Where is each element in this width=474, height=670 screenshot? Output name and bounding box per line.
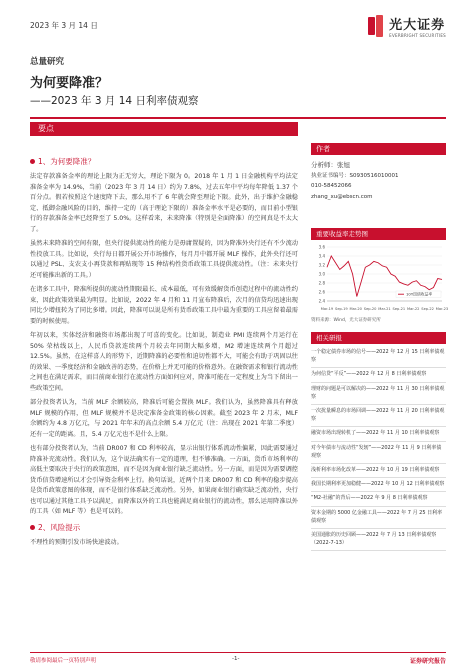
license-number: 执业证书编号：S0930516010001 (311, 172, 399, 179)
footer-divider (30, 652, 446, 653)
related-report-link[interactable]: 理财的问题是可以解决的——2022 年 11 月 30 日利率债观察 (311, 383, 446, 405)
disclaimer-link[interactable]: 敬请参阅最后一页特别声明 (30, 658, 97, 664)
report-title: 为何要降准？ (30, 76, 109, 91)
related-report-link[interactable]: 一个稳定债券市场的信号——2022 年 12 月 15 日利率债观察 (311, 346, 446, 368)
analyst-name: 分析师：张旭 (311, 161, 350, 169)
report-subtitle: ——2023 年 3 月 14 日利率债观察 (30, 95, 199, 107)
x-tick-label: Mar-22 (407, 307, 420, 311)
title-divider (30, 117, 446, 119)
email-link[interactable]: zhang_xu@ebscn.com (311, 193, 373, 200)
related-report-link[interactable]: 融资市场出现转机了——2022 年 11 月 10 日利率债观察 (311, 427, 446, 441)
related-report-link[interactable]: 对今年债市与流动性“发轫”——2022 年 11 月 9 日利率债观察 (311, 442, 446, 464)
paragraph: 虽然未来降准的空间有限，但央行提供流动性的能力是毋庸置疑的，因为降准外央行还有不少流动性投放工具。比如说，央行每日都开展公开市场操作，每月月中都开展 MLF 操作，此外央行还可以通过 PSL、支农支小再贷款和再贴现等 15 种结构性货币政策工具提供流动性。（注：未来央行还可能推出新的工具。） (30, 240, 298, 279)
brand-logo (368, 14, 446, 38)
x-tick-label: Sep-19 (335, 307, 348, 311)
x-tick-label: Mar-19 (320, 307, 334, 311)
related-report-link[interactable]: 浅析利率市场化改革——2022 年 10 月 19 日利率债观察 (311, 464, 446, 478)
paragraph: 法定存款准备金率的理论上限为正无穷大，理论下限为 0。2018 年 1 月 1 日金融机构平均法定准备金率为 14.9%，当前（2023 年 3 月 14 日）约为 7.8%，过去五年中平均每年降低 1.37 个百分点。假若按照这个速度降下去，那么用不了 6 年就会降至理论下限。此外，出于维护金融稳定、抵御金融风险的目的，维持一定的（高于理论下限的）准备金率水平是必要的，而目前小型银行的存款准备金率已经降至了 5.0%。这样看来，未来降准（特别是全面降准）的空间真是不太大了。 (30, 173, 298, 233)
page-number: -1- (232, 656, 240, 662)
x-tick-label: Sep-21 (392, 307, 406, 311)
x-tick-label: Mar-23 (435, 307, 449, 311)
x-tick-label: Sep-20 (363, 307, 377, 311)
phone: 010-58452066 (311, 183, 352, 189)
section-title: 2、风险提示 (30, 522, 298, 533)
y-tick-label: 2.6 (318, 289, 325, 295)
logo-mark-icon (368, 15, 384, 37)
series-line (327, 256, 442, 297)
related-report-link[interactable]: 美国通胀的历史回顾——2022 年 7 月 13 日利率债观察（2022-7-13） (311, 529, 446, 551)
related-report-link[interactable]: 为何信贷“平反”——2022 年 12 月 8 日利率债观察 (311, 368, 446, 382)
chart-source: 资料来源：Wind，光大证券研究所 (311, 318, 381, 323)
bullet-icon (30, 525, 35, 530)
yield-chart (311, 243, 449, 313)
related-report-link[interactable]: “M2-社融”的背后——2022 年 9 月 8 日利率债观察 (311, 492, 446, 506)
author-info (311, 160, 446, 202)
x-tick-label: Mar-21 (378, 307, 391, 311)
y-tick-label: 2.8 (318, 280, 325, 286)
paragraph: 不理性的预期引发市场快速波动。 (30, 538, 123, 546)
logo-name: 光大证券 (389, 18, 446, 33)
x-tick-label: Sep-22 (421, 307, 434, 311)
bullet-icon (30, 159, 35, 164)
key-points-header: 要点 (30, 122, 298, 136)
paragraph: 也有部分投资者认为，当前 DR007 和 CD 利率较高，显示出银行体系流动性偏紧，因此需要通过降准补充流动性。我们认为，这个说法确实有一定的道理，但不够准确。一方面，货币市场利率的高低主要取决于央行的政策意图，而不是因为商业银行缺乏流动性。另一方面，而是因为需要调控货币信贷增速所以才会引导资金利率上行。换句话说，近两个月来 DR007 和 CD 利率的稳步提高是货币政策意图的体现，而不是银行体系缺乏流动性。另外，如果商业银行确实缺乏流动性，央行也可以通过其他工具予以满足，而降准以外的工具也能满足商业银行的流动性，那么运用降准以外的工具（如 MLF 等）也是可以的。 (30, 445, 298, 515)
y-tick-label: 3.6 (318, 244, 325, 250)
related-report-link[interactable]: 一次扰量瞬息的市场回调——2022 年 11 月 20 日利率债观察 (311, 405, 446, 427)
x-tick-label: Mar-20 (349, 307, 362, 311)
paragraph: 在诸多工具中，降准所提供的流动性期限最长、成本最低，可有效缓解货币创造过程中的流动性约束，因此政策效果最为明显。比如说，2022 年 4 月和 11 月宣布降准后，次月的信贷均迅速出现同比少增扭转为了同比多增。因此，降准可以说是所有货币政策工具中最为重要的工具应留着最需要的时候使用。 (30, 286, 298, 325)
chart-header: 重要收益率走势图 (311, 228, 446, 240)
y-tick-label: 3.0 (318, 271, 325, 277)
report-date: 2023 年 3 月 14 日 (30, 21, 98, 30)
paragraph: 部分投资者认为，当前 MLF 余额较高，降准后可能会置换 MLF。我们认为，虽然降准具有释放 MLF 规模的作用，但 MLF 规模并不是决定准备金政策的核心因素。截至 2023 年 2 月末，MLF 余额约为 4.8 万亿元，与 2021 年年末的高点余额 5.4 万亿元（注：出现在 2021 年第二季度）还有一定的距离。且，5.4 万亿元也不是什么上限。 (30, 399, 298, 438)
related-header: 相关研报 (311, 332, 446, 344)
report-type: 证券研究报告 (409, 658, 446, 665)
related-report-link[interactable]: 资本金期的 5000 亿金融工具——2022 年 7 月 25 日利率债观察 (311, 507, 446, 529)
report-category: 总量研究 (30, 57, 65, 67)
y-tick-label: 2.4 (318, 298, 325, 304)
y-tick-label: 3.4 (318, 253, 325, 259)
paragraph: 年初以来，实体经济和融资市场都出现了可喜的变化。比如说，制造业 PMI 连续两个月运行在 50% 荣枯线以上，人民币贷款连续两个月较去年同期大幅多增，M2 增速连续两个月超过 12.5%。虽然，在这样喜人的形势下，近期降准的必要性和迫切性都不大，可能会有助于巩固以往的效果、一季度经济和金融改善的态势，在价格上并无可能的价格意外。在融资需求和银行流动性之间也在满足需求，而目前商业银行在流动性方面如何应对，降准可能在一定程度上为当下留出一些政策空间。 (30, 332, 298, 392)
author-header: 作者 (311, 143, 446, 155)
legend-label: 10Y国债收益率 (406, 291, 433, 297)
logo-english-name: EVERBRIGHT SECURITIES (389, 33, 446, 38)
main-content (30, 152, 298, 552)
line-chart (311, 243, 449, 313)
related-report-link[interactable]: 我国长期利率更加稳健——2022 年 10 月 12 日利率债观察 (311, 478, 446, 492)
section-title: 1、为何要降准？ (30, 156, 298, 167)
related-list (311, 346, 446, 551)
y-tick-label: 3.2 (318, 262, 325, 268)
